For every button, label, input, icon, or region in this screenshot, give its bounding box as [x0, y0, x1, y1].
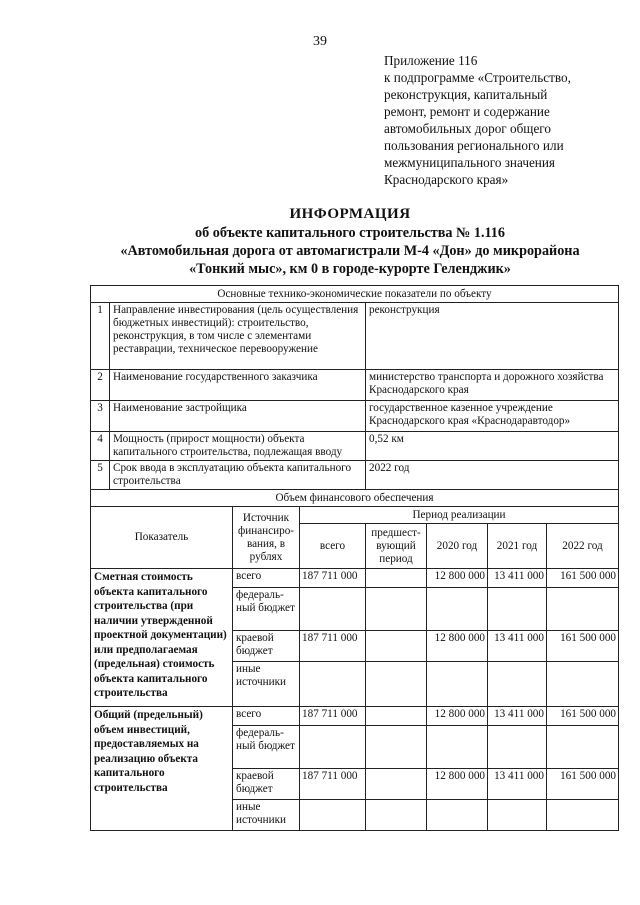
indicator-label: Наименование государственного заказчика [110, 370, 366, 401]
value-previous [366, 726, 427, 769]
financing-row [91, 569, 619, 588]
value-total [300, 662, 366, 707]
value-2020 [427, 588, 488, 631]
appendix-line: межмуниципального значения [384, 155, 555, 170]
appendix-line: автомобильных дорог общего [384, 121, 551, 136]
financing-source: иные источники [233, 662, 300, 707]
indicator-label: Срок ввода в эксплуатацию объекта капитального строительства [110, 461, 366, 490]
value-2021 [488, 662, 547, 707]
value-2021 [488, 726, 547, 769]
indicator-number: 2 [91, 370, 110, 401]
financing-source: краевой бюджет [233, 769, 300, 800]
col-header-source: Источник финансиро-вания, в рублях [233, 507, 300, 569]
col-header-total: всего [300, 524, 366, 569]
value-previous [366, 800, 427, 831]
value-2020 [427, 726, 488, 769]
value-previous [366, 631, 427, 662]
indicator-number: 4 [91, 432, 110, 461]
value-2022 [547, 588, 619, 631]
appendix-line: ремонт, ремонт и содержание [384, 104, 550, 119]
value-2020 [427, 800, 488, 831]
value-2021 [488, 588, 547, 631]
value-previous [366, 588, 427, 631]
indicator-value: государственное казенное учреждение Краснодарского края «Краснодаравтодор» [366, 401, 619, 432]
value-previous [366, 769, 427, 800]
title-heading: ИНФОРМАЦИЯ [289, 206, 411, 222]
appendix-line: Приложение 116 [384, 53, 478, 68]
value-2021 [488, 800, 547, 831]
indicator-row [91, 401, 619, 432]
indicator-number: 1 [91, 303, 110, 370]
value-2022 [547, 662, 619, 707]
appendix-line: Краснодарского края» [384, 172, 509, 187]
value-total: 187 711 000 [300, 569, 366, 588]
col-header-2021: 2021 год [488, 524, 547, 569]
value-2020 [427, 662, 488, 707]
appendix-line: пользования регионального или [384, 138, 564, 153]
value-total: 187 711 000 [300, 631, 366, 662]
value-2021: 13 411 000 [488, 707, 547, 726]
indicator-label: Наименование застройщика [110, 401, 366, 432]
indicator-value: реконструкция [366, 303, 619, 370]
title-line: «Автомобильная дорога от автомагистрали М-4 «Дон» до микрорайона [120, 243, 580, 259]
indicator-value: 2022 год [366, 461, 619, 490]
value-2022: 161 500 000 [547, 707, 619, 726]
financing-source: всего [233, 569, 300, 588]
indicator-label: Направление инвестирования (цель осуществления бюджетных инвестиций): строительство, реконструкция, в том числе с элементами реставрации, техническое перевооружение [110, 303, 366, 370]
indicator-label: Мощность (прирост мощности) объекта капитального строительства, подлежащая вводу [110, 432, 366, 461]
col-header-2022: 2022 год [547, 524, 619, 569]
financing-source: иные источники [233, 800, 300, 831]
value-2020: 12 800 000 [427, 631, 488, 662]
object-info-table [90, 285, 619, 831]
value-total [300, 726, 366, 769]
value-total: 187 711 000 [300, 769, 366, 800]
appendix-line: реконструкция, капитальный [384, 87, 548, 102]
col-header-2020: 2020 год [427, 524, 488, 569]
indicators-header: Основные технико-экономические показатели по объекту [91, 286, 619, 303]
value-2022 [547, 726, 619, 769]
value-2021: 13 411 000 [488, 569, 547, 588]
value-2022: 161 500 000 [547, 569, 619, 588]
value-previous [366, 707, 427, 726]
appendix-line: к подпрограмме «Строительство, [384, 70, 571, 85]
title-line: об объекте капитального строительства № 1.116 [195, 225, 505, 241]
indicator-value: 0,52 км [366, 432, 619, 461]
value-previous [366, 569, 427, 588]
value-2020: 12 800 000 [427, 769, 488, 800]
value-2022: 161 500 000 [547, 631, 619, 662]
value-previous [366, 662, 427, 707]
financing-header-row [91, 490, 619, 507]
value-total: 187 711 000 [300, 707, 366, 726]
indicator-value: министерство транспорта и дорожного хозяйства Краснодарского края [366, 370, 619, 401]
financing-header: Объем финансового обеспечения [91, 490, 619, 507]
value-2022: 161 500 000 [547, 769, 619, 800]
page-number: 39 [313, 34, 327, 49]
financing-row [91, 707, 619, 726]
value-2020: 12 800 000 [427, 707, 488, 726]
indicator-row [91, 432, 619, 461]
financing-column-header-row [91, 507, 619, 524]
document-title [60, 204, 640, 278]
title-line: «Тонкий мыс», км 0 в городе-курорте Геленджик» [189, 261, 511, 277]
financing-group-label: Сметная стоимость объекта капитального строительства (при наличии утвержденной проектной документации) или предполагаемая (предельная) стоимость объекта капитального строительства [91, 569, 233, 707]
indicator-number: 5 [91, 461, 110, 490]
indicator-row [91, 303, 619, 370]
financing-group-label: Общий (предельный) объем инвестиций, предоставляемых на реализацию объекта капитального строительства [91, 707, 233, 831]
financing-source: краевой бюджет [233, 631, 300, 662]
col-header-period: Период реализации [300, 507, 619, 524]
value-total [300, 588, 366, 631]
value-2021: 13 411 000 [488, 631, 547, 662]
value-total [300, 800, 366, 831]
value-2020: 12 800 000 [427, 569, 488, 588]
indicators-header-row [91, 286, 619, 303]
financing-source: всего [233, 707, 300, 726]
financing-source: федераль-ный бюджет [233, 588, 300, 631]
col-header-previous: предшест-вующий период [366, 524, 427, 569]
value-2022 [547, 800, 619, 831]
col-header-indicator: Показатель [91, 507, 233, 569]
financing-source: федераль-ный бюджет [233, 726, 300, 769]
indicator-row [91, 461, 619, 490]
appendix-note [384, 52, 624, 188]
value-2021: 13 411 000 [488, 769, 547, 800]
indicator-row [91, 370, 619, 401]
indicator-number: 3 [91, 401, 110, 432]
